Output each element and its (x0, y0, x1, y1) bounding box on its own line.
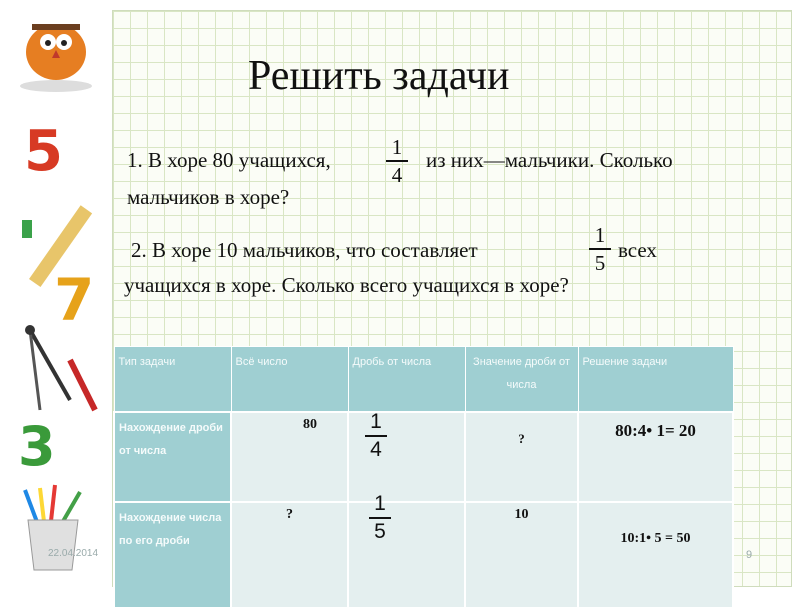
cell-value: 10:1• 5 = 50 (620, 531, 691, 546)
problem2-text-end: всех (618, 238, 657, 262)
cell-value: 80:4• 1= 20 (615, 421, 696, 440)
table-fraction (365, 411, 387, 461)
row-task-type: Нахождение дроби от числа (114, 412, 231, 502)
table-header-row (114, 347, 733, 413)
digit-3-icon: 3 (18, 415, 56, 478)
digit-5-icon: 5 (24, 119, 63, 184)
cell-value: 80 (303, 417, 317, 432)
cell-value: ? (286, 507, 293, 522)
task-table (113, 346, 734, 609)
problem1-line2: мальчиков в хоре? (127, 185, 290, 209)
problem1-text-start: 1. В хоре 80 учащихся, (127, 148, 331, 172)
fraction-numerator: 1 (374, 492, 386, 515)
footer-date: 22.04.2014 (48, 548, 99, 559)
row-fraction (348, 412, 465, 502)
header-fraction-value: Значение дроби от числа (465, 347, 578, 413)
table-fraction (369, 493, 391, 543)
problem2-text-start: 2. В хоре 10 мальчиков, что составляет (131, 238, 478, 262)
fraction-denominator: 4 (370, 437, 382, 461)
header-task-type: Тип задачи (114, 347, 231, 413)
fraction-numerator: 1 (391, 135, 403, 159)
problem2-line2: учащихся в хоре. Сколько всего учащихся в хоре? (124, 273, 569, 297)
page-title: Решить задачи (248, 53, 510, 99)
cell-value: 10 (514, 507, 529, 522)
row-fraction-value (465, 502, 578, 608)
fraction-bar (386, 160, 408, 162)
row-solution (578, 412, 733, 502)
fraction-numerator: 1 (594, 223, 606, 247)
cell-value: ? (518, 431, 525, 446)
fraction-denominator: 5 (594, 250, 606, 275)
digit-7-icon: 7 (54, 266, 95, 334)
problem1-text-end: из них—мальчики. Сколько (426, 148, 673, 172)
header-solution: Решение задачи (578, 347, 733, 413)
table-row (114, 412, 733, 502)
compass-icon (25, 325, 95, 410)
sidebar-decoration (0, 0, 108, 600)
row-task-type: Нахождение числа по его дроби (114, 502, 231, 608)
row-fraction-value (465, 412, 578, 502)
header-fraction: Дробь от числа (348, 347, 465, 413)
problem1-fraction (386, 136, 408, 186)
row-fraction (348, 492, 465, 608)
fraction-bar (365, 435, 387, 437)
problem2-fraction (589, 224, 611, 274)
fraction-bar (369, 517, 391, 519)
table-row (114, 502, 733, 608)
header-whole-number: Всё число (231, 347, 348, 413)
footer-page-number: 9 (746, 549, 753, 561)
fraction-bar (589, 248, 611, 250)
fraction-numerator: 1 (370, 410, 382, 433)
owl-icon (20, 24, 92, 92)
row-whole-number (231, 502, 348, 608)
fraction-denominator: 5 (374, 519, 386, 543)
row-solution (578, 502, 733, 608)
fraction-denominator: 4 (391, 162, 403, 187)
row-whole-number (231, 412, 348, 502)
